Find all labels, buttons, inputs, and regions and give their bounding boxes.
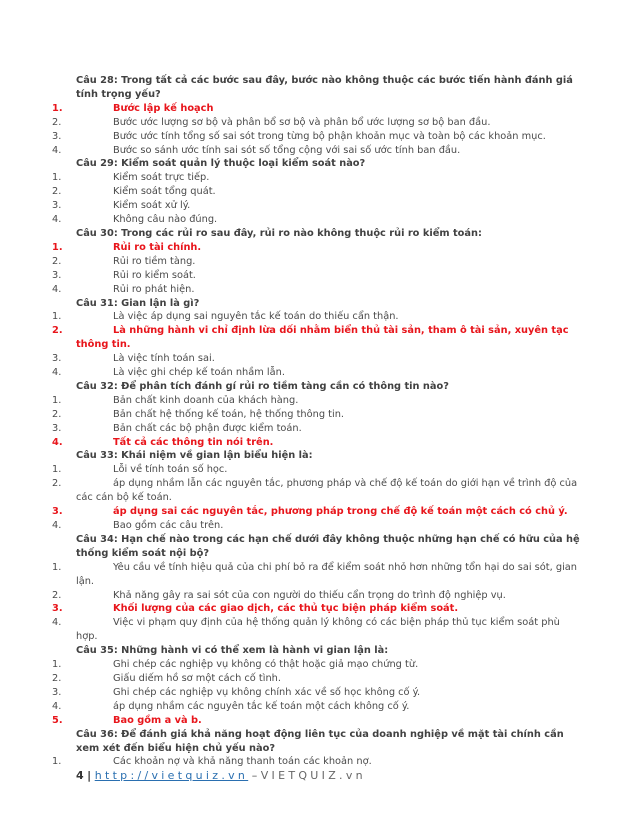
option-number: 1. — [52, 394, 62, 406]
option-text: Kiểm soát tổng quát. — [113, 186, 216, 198]
option-text: Kiểm soát trực tiếp. — [113, 172, 210, 184]
answer-option-correct — [52, 436, 582, 450]
answer-option — [52, 616, 582, 630]
question-text: Câu 28: Trong tất cả các bước sau đây, bước nào không thuộc các bước tiến hành đánh giá tính trọng yếu? — [76, 75, 573, 100]
answer-option-correct — [52, 602, 582, 616]
option-number: 2. — [52, 478, 62, 490]
option-number: 4. — [52, 520, 62, 531]
question-text: Câu 35: Những hành vi có thể xem là hành vi gian lận là: — [76, 645, 389, 657]
answer-option — [52, 185, 582, 199]
question-text: Câu 32: Để phân tích đánh gí rủi ro tiềm tàng cần có thông tin nào? — [76, 380, 449, 392]
answer-option — [52, 463, 582, 477]
option-text: Bản chất các bộ phận được kiểm toán. — [113, 422, 302, 434]
answer-option-correct — [52, 102, 582, 116]
option-number: 2. — [52, 589, 62, 601]
option-text: áp dụng nhầm các nguyên tắc kế toán một cách không cố ý. — [113, 700, 410, 712]
option-number: 1. — [52, 659, 62, 671]
option-text: Bước lập kế hoạch — [113, 102, 214, 114]
option-number: 1. — [52, 311, 62, 323]
option-text: Giấu diếm hồ sơ một cách cố tình. — [113, 672, 281, 684]
option-number: 3. — [52, 200, 62, 212]
option-number: 4. — [52, 144, 62, 156]
option-text: Bước so sánh ước tính sai sót số tổng cộng với sai số ước tính ban đầu. — [113, 144, 461, 156]
answer-option — [52, 394, 582, 408]
option-text: Yêu cầu về tính hiệu quả của chi phí bỏ ra để kiểm soát nhỏ hơn những tổn hại do sai sót, gian — [113, 561, 578, 573]
option-text: Là những hành vi chỉ định lừa dối nhằm biển thủ tài sản, tham ô tài sản, xuyên tạc — [113, 325, 569, 337]
answer-option — [52, 700, 582, 714]
option-number: 1. — [52, 241, 63, 253]
option-text: Rủi ro phát hiện. — [113, 283, 195, 295]
option-text-continuation: các cán bộ kế toán. — [76, 492, 172, 504]
option-text-continuation: thông tin. — [76, 339, 131, 351]
option-number: 3. — [52, 130, 62, 142]
option-number: 3. — [52, 353, 62, 365]
question-text: Câu 29: Kiểm soát quản lý thuộc loại kiểm soát nào? — [76, 158, 366, 170]
quiz-content — [52, 74, 582, 769]
option-number: 2. — [52, 186, 62, 198]
option-text: Là việc áp dụng sai nguyên tắc kế toán do thiếu cẩn thận. — [113, 311, 399, 323]
option-text-continuation: lận. — [76, 575, 95, 587]
option-text-continuation: hợp. — [76, 631, 98, 643]
option-number: 2. — [52, 325, 63, 337]
option-number: 1. — [52, 756, 62, 768]
answer-option — [52, 422, 582, 436]
option-number: 3. — [52, 269, 62, 281]
option-text: Việc vi phạm quy định của hệ thống quản lý không có các biện pháp thủ tục kiểm soát phù — [113, 617, 560, 629]
answer-option — [52, 408, 582, 422]
footer-separator: | — [87, 769, 92, 782]
option-text: Ghi chép các nghiệp vụ không chính xác về số học không cố ý. — [113, 686, 421, 698]
option-number: 1. — [52, 464, 62, 476]
answer-option — [52, 658, 582, 672]
option-text: Bước ước tính tổng số sai sót trong từng bộ phận khoản mục và toàn bộ các khoản mục. — [113, 130, 546, 142]
option-number: 3. — [52, 686, 62, 698]
answer-option — [52, 672, 582, 686]
answer-option — [52, 255, 582, 269]
option-number: 4. — [52, 367, 62, 379]
option-number: 4. — [52, 283, 62, 295]
answer-option — [52, 755, 582, 769]
answer-option — [52, 352, 582, 366]
answer-option — [52, 477, 582, 491]
option-text: áp dụng sai các nguyên tắc, phương pháp trong chế độ kế toán một cách có chủ ý. — [113, 506, 568, 518]
option-number: 3. — [52, 603, 63, 615]
option-text: Là việc tính toán sai. — [113, 353, 215, 365]
answer-option-correct — [52, 241, 582, 255]
answer-option — [52, 130, 582, 144]
option-text: Khối lượng của các giao dịch, các thủ tục biện pháp kiểm soát. — [113, 603, 459, 615]
option-text: Tất cả các thông tin nói trên. — [113, 436, 274, 448]
option-number: 1. — [52, 561, 62, 573]
option-text: Bước ước lượng sơ bộ và phân bổ sơ bộ và phân bổ ước lượng sơ bộ ban đầu. — [113, 116, 491, 128]
question-text: Câu 33: Khái niệm về gian lận biểu hiện là: — [76, 450, 313, 462]
answer-option — [52, 366, 582, 380]
option-text: Rủi ro tiềm tàng. — [113, 255, 196, 267]
option-number: 3. — [52, 422, 62, 434]
option-number: 1. — [52, 172, 62, 184]
option-number: 4. — [52, 214, 62, 226]
option-text: Rủi ro kiểm soát. — [113, 269, 196, 281]
answer-option — [52, 213, 582, 227]
option-text: Bản chất hệ thống kế toán, hệ thống thông tin. — [113, 408, 345, 420]
answer-option-correct — [52, 714, 582, 728]
option-number: 1. — [52, 102, 63, 114]
option-text: Rủi ro tài chính. — [113, 241, 202, 253]
option-text: Lỗi về tính toán số học. — [113, 464, 228, 476]
answer-option — [52, 283, 582, 297]
option-number: 2. — [52, 672, 62, 684]
footer-link[interactable]: http://vietquiz.vn — [94, 769, 249, 782]
question-text: Câu 30: Trong các rủi ro sau đây, rủi ro nào không thuộc rủi ro kiểm toán: — [76, 227, 482, 239]
footer-dash: – — [251, 769, 258, 782]
answer-option — [52, 199, 582, 213]
question-text: Câu 36: Để đánh giá khả năng hoạt động liên tục của doanh nghiệp về mặt tài chính cần xem xét đến biểu hiện chủ yếu nào? — [76, 728, 564, 754]
option-text: Ghi chép các nghiệp vụ không có thật hoặc giả mạo chứng từ. — [113, 659, 419, 671]
answer-option-correct — [52, 324, 582, 338]
option-text: Kiểm soát xử lý. — [113, 200, 191, 212]
answer-option — [52, 686, 582, 700]
option-text: Các khoản nợ và khả năng thanh toán các khoản nợ. — [113, 756, 372, 768]
option-number: 2. — [52, 116, 62, 128]
option-number: 4. — [52, 436, 63, 448]
option-number: 4. — [52, 617, 62, 629]
option-number: 4. — [52, 700, 62, 712]
answer-option — [52, 171, 582, 185]
option-text: áp dụng nhầm lẫn các nguyên tắc, phương pháp và chế độ kế toán do giới hạn về trình độ của — [113, 478, 578, 490]
page-number: 4 — [76, 769, 84, 782]
answer-option — [52, 310, 582, 324]
option-number: 2. — [52, 408, 62, 420]
option-number: 5. — [52, 714, 63, 726]
footer-site-name: VIETQUIZ.vn — [260, 769, 366, 782]
page-footer — [76, 769, 366, 782]
answer-option — [52, 561, 582, 575]
answer-option — [52, 144, 582, 158]
question-text: Câu 34: Hạn chế nào trong các hạn chế dưới đây không thuộc những hạn chế có hữu của hệ thống kiểm soát nội bộ? — [76, 533, 580, 559]
option-text: Là việc ghi chép kế toán nhầm lẫn. — [113, 367, 285, 379]
option-number: 2. — [52, 255, 62, 267]
option-text: Bản chất kinh doanh của khách hàng. — [113, 394, 299, 406]
option-text: Bao gồm a và b. — [113, 714, 202, 726]
option-text: Không câu nào đúng. — [113, 214, 218, 226]
answer-option — [52, 519, 582, 533]
answer-option-correct — [52, 505, 582, 519]
answer-option — [52, 589, 582, 603]
answer-option — [52, 269, 582, 283]
option-number: 3. — [52, 506, 63, 518]
option-text: Khả năng gây ra sai sót của con người do thiếu cẩn trọng do trình độ nghiệp vụ. — [113, 589, 506, 601]
answer-option — [52, 116, 582, 130]
question-text: Câu 31: Gian lận là gì? — [76, 297, 200, 309]
option-text: Bao gồm các câu trên. — [113, 520, 224, 531]
